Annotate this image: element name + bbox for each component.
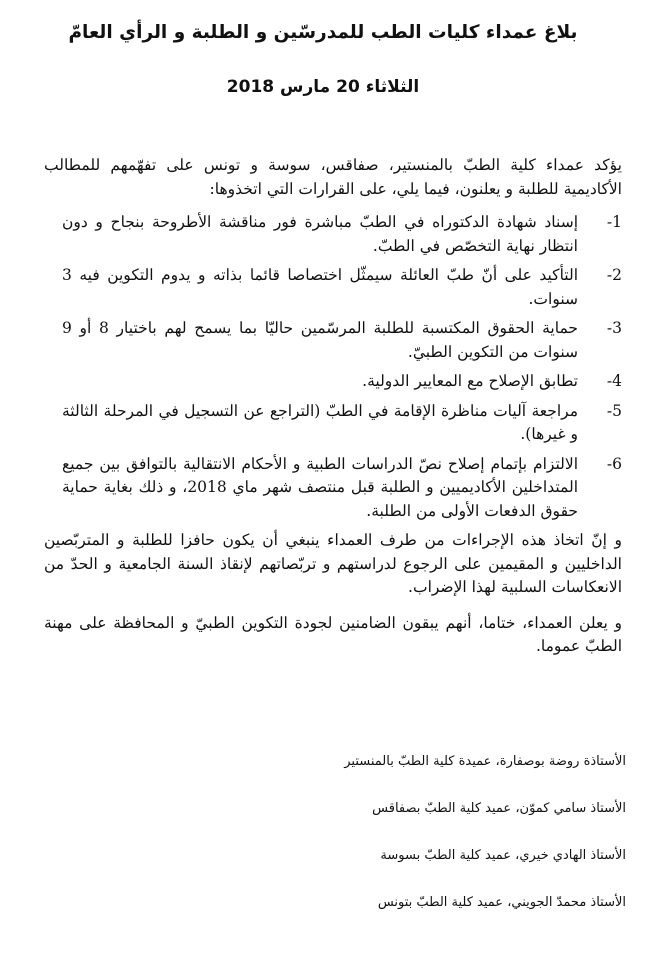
list-item — [44, 370, 622, 394]
item-text: تطابق الإصلاح مع المعايير الدولية. — [362, 372, 578, 390]
signatures-block — [26, 752, 626, 940]
list-item — [44, 211, 622, 258]
decisions-list — [44, 211, 622, 523]
item-number: 2- — [606, 266, 622, 284]
list-item — [44, 264, 622, 311]
closing-paragraph: و يعلن العمداء، ختاما، أنهم يبقون الضامنين لجودة التكوين الطبيّ و المحافظة على مهنة الطبّ عموما. — [44, 613, 622, 655]
list-item — [44, 317, 622, 364]
signature-line: الأستاذة روضة بوصفارة، عميدة كلية الطبّ بالمنستير — [344, 754, 626, 769]
list-item — [44, 400, 622, 447]
item-number: 6- — [606, 454, 622, 473]
incentive-paragraph: و إنّ اتخاذ هذه الإجراءات من طرف العمداء ينبغي أن يكون حافزا للطلبة و المتربّصين الداخليين و المقيمين على الرجوع لدراستهم و تربّصاتهم لإنقاذ السنة الجامعية و الحدّ من الانعكاسات السلبية لهذا الإضراب. — [44, 531, 622, 596]
item-text: حماية الحقوق المكتسبة للطلبة المرسّمين حاليّا بما يسمح لهم باختيار 8 أو 9 سنوات من التكوين الطبيّ. — [62, 319, 578, 361]
item-number: 5- — [606, 401, 622, 420]
item-number: 4- — [606, 372, 622, 390]
item-text: التأكيد على أنّ طبّ العائلة سيمثّل اختصاصا قائما بذاته و يدوم التكوين فيه 3 سنوات. — [62, 266, 578, 308]
signature-line: الأستاذ محمدّ الجويني، عميد كلية الطبّ بتونس — [377, 895, 626, 910]
item-number: 1- — [606, 213, 622, 231]
item-text: إسناد شهادة الدكتوراه في الطبّ مباشرة فور مناقشة الأطروحة بنجاح و دون انتظار نهاية التخصّص في الطبّ. — [62, 213, 578, 255]
item-text: الالتزام بإتمام إصلاح نصّ الدراسات الطبية و الأحكام الانتقالية بالتوافق بين جميع المتداخلين الأكاديميين و الطلبة قبل منتصف شهر ماي 2018، و ذلك بغاية حماية حقوق الدفعات الأولى من الطلبة. — [62, 454, 578, 520]
signature-line: الأستاذ الهادي خيري، عميد كلية الطبّ بسوسة — [380, 848, 626, 863]
document-title: بلاغ عمداء كليات الطب للمدرسّين و الطلبة و الرأي العامّ — [68, 22, 578, 43]
signature-line: الأستاذ سامي كموّن، عميد كلية الطبّ بصفاقس — [372, 801, 626, 816]
item-text: مراجعة آليات مناظرة الإقامة في الطبّ (التراجع عن التسجيل في المرحلة الثالثة و غيرها). — [62, 401, 578, 443]
document-date: الثلاثاء 20 مارس 2018 — [226, 77, 420, 97]
list-item — [44, 453, 622, 524]
document-body — [44, 154, 622, 671]
item-number: 3- — [606, 319, 622, 337]
intro-paragraph: يؤكد عمداء كلية الطبّ بالمنستير، صفاقس، سوسة و تونس على تفهّمهم للمطالب الأكاديمية للطلبة و يعلنون، فيما يلي، على القرارات التي اتخذوها: — [44, 156, 622, 198]
